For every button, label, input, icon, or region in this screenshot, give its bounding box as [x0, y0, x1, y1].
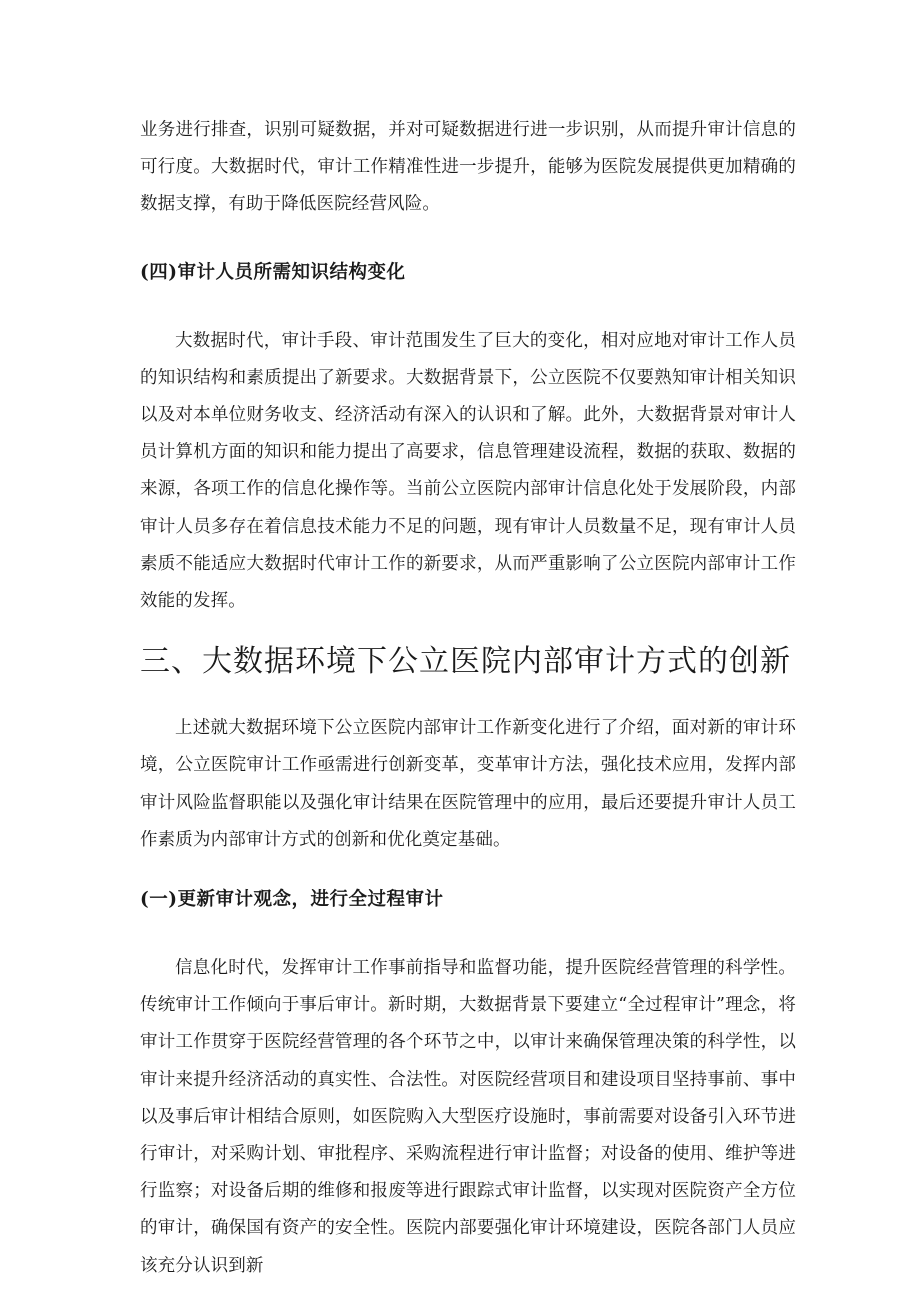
- paragraph-full-process-audit: 信息化时代，发挥审计工作事前指导和监督功能，提升医院经营管理的科学性。传统审计工作倾向于事后审计。新时期，大数据背景下要建立“全过程审计”理念，将审计工作贯穿于医院经营管理的各个环节之中，以审计来确保管理决策的科学性，以审计来提升经济活动的真实性、合法性。对医院经营项目和建设项目坚持事前、事中以及事后审计相结合原则，如医院购入大型医疗设施时，事前需要对设备引入环节进行审计，对采购计划、审批程序、采购流程进行审计监督；对设备的使用、维护等进行监察；对设备后期的维修和报废等进行跟踪式审计监督，以实现对医院资产全方位的审计，确保国有资产的安全性。医院内部要强化审计环境建设，医院各部门人员应该充分认识到新: [140, 958, 796, 1276]
- paragraph-knowledge-structure: 大数据时代，审计手段、审计范围发生了巨大的变化，相对应地对审计工作人员的知识结构和素质提出了新要求。大数据背景下，公立医院不仅要熟知审计相关知识以及对本单位财务收支、经济活动有深入的认识和了解。此外，大数据背景对审计人员计算机方面的知识和能力提出了高要求，信息管理建设流程，数据的获取、数据的来源，各项工作的信息化操作等。当前公立医院内部审计信息化处于发展阶段，内部审计人员多存在着信息技术能力不足的问题，现有审计人员数量不足，现有审计人员素质不能适应大数据时代审计工作的新要求，从而严重影响了公立医院内部审计工作效能的发挥。: [140, 330, 796, 612]
- document-page: [140, 112, 796, 1285]
- section-heading-4: (四)审计人员所需知识结构变化: [140, 261, 406, 283]
- chapter-heading-3: 三、大数据环境下公立医院内部审计方式的创新: [140, 644, 791, 680]
- paragraph-intro: 上述就大数据环境下公立医院内部审计工作新变化进行了介绍，面对新的审计环境，公立医院审计工作亟需进行创新变革，变革审计方法，强化技术应用，发挥内部审计风险监督职能以及强化审计结果在医院管理中的应用，最后还要提升审计人员工作素质为内部审计方式的创新和优化奠定基础。: [140, 718, 796, 850]
- section-heading-1: (一)更新审计观念，进行全过程审计: [140, 889, 444, 911]
- paragraph-continued: 业务进行排查，识别可疑数据，并对可疑数据进行进一步识别，从而提升审计信息的可行度。大数据时代，审计工作精准性进一步提升，能够为医院发展提供更加精确的数据支撑，有助于降低医院经营风险。: [140, 120, 796, 215]
